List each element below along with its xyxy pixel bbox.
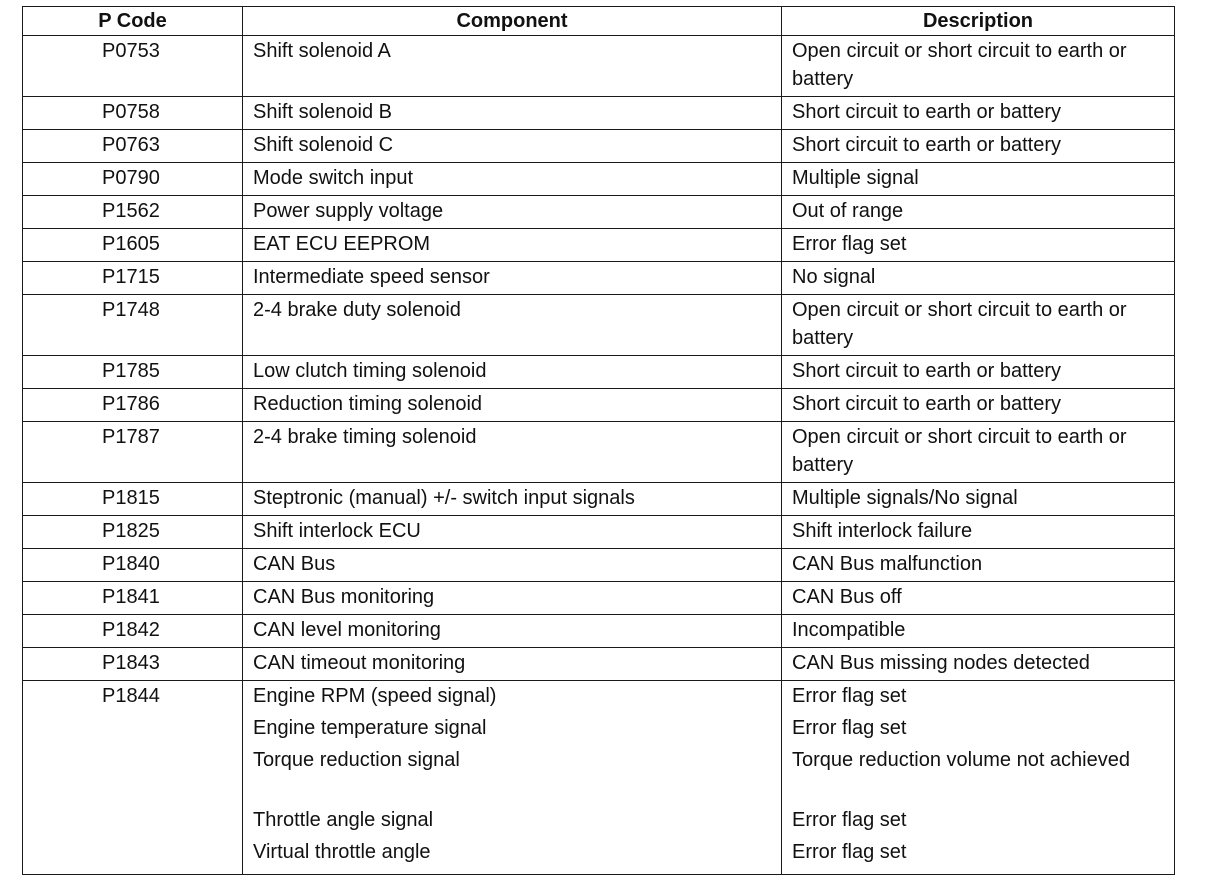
table-row [23, 356, 1175, 389]
description-cell: Error flag set [782, 805, 1175, 837]
component-cell: EAT ECU EEPROM [243, 229, 782, 262]
description-cell: CAN Bus off [782, 582, 1175, 615]
component-cell: Shift interlock ECU [243, 516, 782, 549]
p-code-cell: P1841 [23, 582, 243, 615]
description-cell: Error flag set [782, 837, 1175, 875]
p-code-cell: P0790 [23, 163, 243, 196]
table-row [23, 163, 1175, 196]
table-row [23, 229, 1175, 262]
description-cell: Torque reduction volume not achieved [782, 745, 1175, 805]
table-row [23, 582, 1175, 615]
component-cell: CAN Bus monitoring [243, 582, 782, 615]
table-row [23, 648, 1175, 681]
table-row [23, 483, 1175, 516]
p-code-cell: P1605 [23, 229, 243, 262]
description-cell: Error flag set [782, 713, 1175, 745]
table-row [23, 295, 1175, 356]
component-cell: CAN Bus [243, 549, 782, 582]
table-row [23, 36, 1175, 97]
component-cell: Throttle angle signal [243, 805, 782, 837]
component-cell: Steptronic (manual) +/- switch input signals [243, 483, 782, 516]
component-cell: CAN timeout monitoring [243, 648, 782, 681]
header-p-code: P Code [23, 7, 243, 36]
p-code-cell: P1844 [23, 681, 243, 875]
table-row-group-p1844 [23, 681, 1175, 714]
description-cell: Short circuit to earth or battery [782, 389, 1175, 422]
component-cell: Shift solenoid B [243, 97, 782, 130]
description-cell: Error flag set [782, 681, 1175, 714]
header-component: Component [243, 7, 782, 36]
table-row [23, 615, 1175, 648]
p-code-cell: P1785 [23, 356, 243, 389]
description-cell: Open circuit or short circuit to earth or battery [782, 295, 1175, 356]
description-cell: Open circuit or short circuit to earth or battery [782, 36, 1175, 97]
component-cell: Mode switch input [243, 163, 782, 196]
description-cell: Incompatible [782, 615, 1175, 648]
description-cell: Out of range [782, 196, 1175, 229]
component-cell: Torque reduction signal [243, 745, 782, 805]
table-row [23, 196, 1175, 229]
p-code-cell: P1748 [23, 295, 243, 356]
description-cell: Open circuit or short circuit to earth or battery [782, 422, 1175, 483]
description-cell: No signal [782, 262, 1175, 295]
description-cell: CAN Bus malfunction [782, 549, 1175, 582]
p-code-cell: P0753 [23, 36, 243, 97]
table-row [23, 130, 1175, 163]
p-code-cell: P1815 [23, 483, 243, 516]
component-cell: Low clutch timing solenoid [243, 356, 782, 389]
component-cell: 2-4 brake timing solenoid [243, 422, 782, 483]
component-cell: Intermediate speed sensor [243, 262, 782, 295]
p-code-cell: P1842 [23, 615, 243, 648]
table-row [23, 422, 1175, 483]
component-cell: 2-4 brake duty solenoid [243, 295, 782, 356]
p-code-cell: P1786 [23, 389, 243, 422]
p-code-cell: P0758 [23, 97, 243, 130]
table-row [23, 389, 1175, 422]
description-cell: Short circuit to earth or battery [782, 130, 1175, 163]
p-code-cell: P1562 [23, 196, 243, 229]
component-cell: Power supply voltage [243, 196, 782, 229]
description-cell: Multiple signal [782, 163, 1175, 196]
description-cell: Short circuit to earth or battery [782, 97, 1175, 130]
table-row [23, 516, 1175, 549]
component-cell: Shift solenoid C [243, 130, 782, 163]
table-header-row [23, 7, 1175, 36]
table-row [23, 97, 1175, 130]
component-cell: Virtual throttle angle [243, 837, 782, 875]
table-row [23, 549, 1175, 582]
p-code-cell: P0763 [23, 130, 243, 163]
p-code-cell: P1787 [23, 422, 243, 483]
fault-code-table [22, 6, 1175, 875]
component-cell: CAN level monitoring [243, 615, 782, 648]
description-cell: Shift interlock failure [782, 516, 1175, 549]
description-cell: CAN Bus missing nodes detected [782, 648, 1175, 681]
header-description: Description [782, 7, 1175, 36]
p-code-cell: P1843 [23, 648, 243, 681]
p-code-cell: P1715 [23, 262, 243, 295]
component-cell: Engine RPM (speed signal) [243, 681, 782, 714]
table-row [23, 262, 1175, 295]
description-cell: Short circuit to earth or battery [782, 356, 1175, 389]
component-cell: Reduction timing solenoid [243, 389, 782, 422]
p-code-cell: P1840 [23, 549, 243, 582]
p-code-cell: P1825 [23, 516, 243, 549]
component-cell: Shift solenoid A [243, 36, 782, 97]
description-cell: Error flag set [782, 229, 1175, 262]
description-cell: Multiple signals/No signal [782, 483, 1175, 516]
component-cell: Engine temperature signal [243, 713, 782, 745]
